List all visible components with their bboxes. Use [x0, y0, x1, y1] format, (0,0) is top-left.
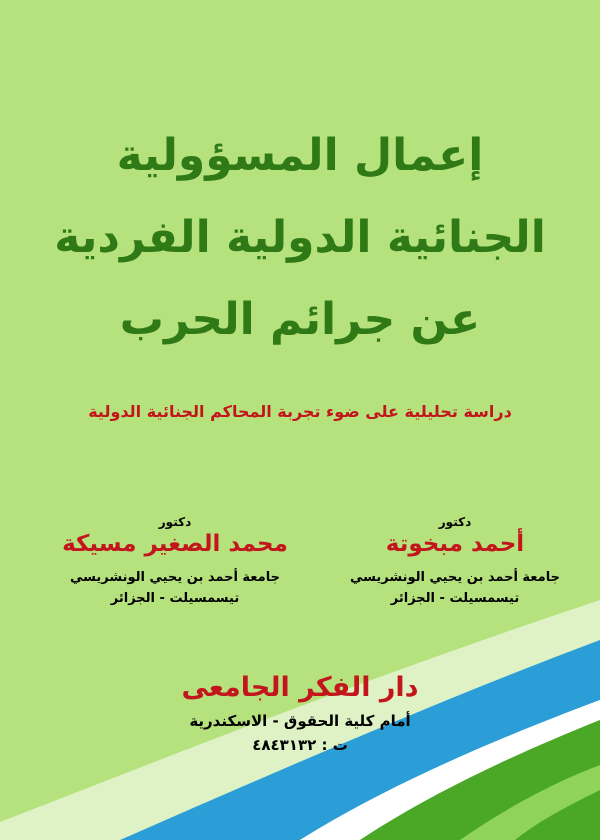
author-block-2 [40, 515, 310, 609]
book-title-line-3: عن جرائم الحرب [119, 294, 481, 345]
author-degree: دكتور [158, 515, 192, 529]
author-location: تيسمسيلت - الجزائر [390, 591, 520, 606]
publisher-phone: ت : ٤٨٤٣١٣٢ [252, 736, 348, 754]
book-title-line-1: إعمال المسؤولية [116, 130, 484, 181]
author-degree: دكتور [438, 515, 472, 529]
author-name: محمد الصغير مسيكة [62, 531, 288, 557]
publisher-name: دار الفكر الجامعى [181, 672, 419, 703]
publisher-block [150, 672, 450, 757]
author-affiliation: جامعة أحمد بن يحيي الونشريسي [70, 570, 280, 585]
book-subtitle: دراسة تحليلية على ضوء تجربة المحاكم الجنائية الدولية [88, 402, 512, 421]
book-title-line-2: الجنائية الدولية الفردية [54, 212, 546, 263]
author-location: تيسمسيلت - الجزائر [110, 591, 240, 606]
publisher-address: أمام كلية الحقوق - الاسكندرية [189, 712, 411, 730]
author-name: أحمد مبخوتة [385, 531, 525, 557]
author-block-1 [320, 515, 590, 609]
author-affiliation: جامعة أحمد بن يحيي الونشريسي [350, 570, 560, 585]
